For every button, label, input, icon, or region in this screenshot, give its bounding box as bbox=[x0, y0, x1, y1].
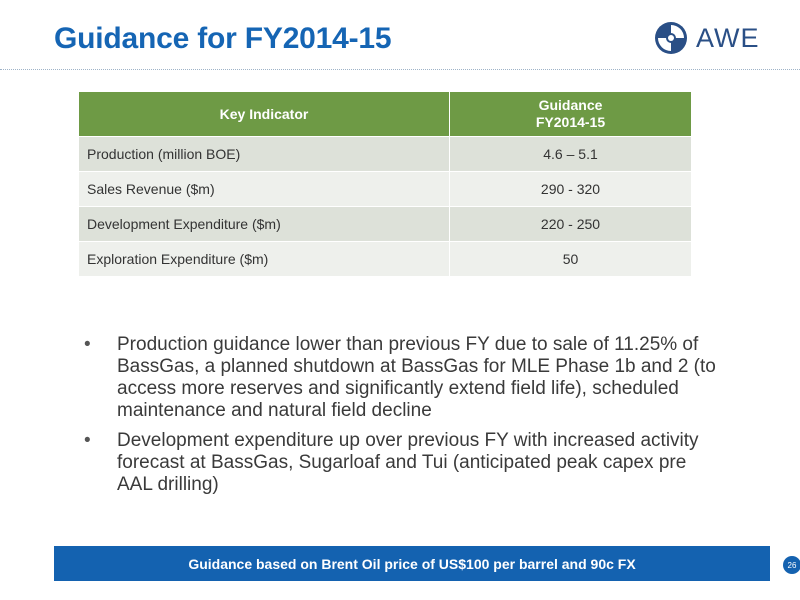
slide-title: Guidance for FY2014-15 bbox=[54, 22, 392, 55]
company-logo bbox=[654, 18, 764, 58]
bullet-text: Production guidance lower than previous FY due to sale of 11.25% of BassGas, a planned shutdown at BassGas for MLE Phase 1b and 2 (to access more reserves and significantly extend field life), scheduled maintenance and natural field decline bbox=[117, 334, 716, 421]
header-key-indicator: Key Indicator bbox=[79, 92, 450, 137]
list-item bbox=[84, 430, 724, 496]
row-value: 220 - 250 bbox=[450, 207, 692, 242]
row-value: 50 bbox=[450, 242, 692, 277]
header-guidance bbox=[450, 92, 692, 137]
list-item bbox=[84, 334, 724, 422]
row-indicator: Development Expenditure ($m) bbox=[79, 207, 450, 242]
row-indicator: Sales Revenue ($m) bbox=[79, 172, 450, 207]
header-guidance-line1: Guidance bbox=[538, 97, 603, 113]
page-number: 26 bbox=[783, 556, 800, 574]
guidance-table bbox=[79, 92, 691, 276]
table-row bbox=[79, 242, 691, 277]
row-indicator: Production (million BOE) bbox=[79, 137, 450, 172]
table-header-row bbox=[79, 92, 691, 137]
bullet-marker: • bbox=[84, 334, 91, 355]
logo-text: AWE bbox=[696, 22, 760, 53]
table-row bbox=[79, 207, 691, 242]
header-guidance-line2: FY2014-15 bbox=[535, 114, 606, 130]
row-value: 290 - 320 bbox=[450, 172, 692, 207]
row-indicator: Exploration Expenditure ($m) bbox=[79, 242, 450, 277]
table-row bbox=[79, 172, 691, 207]
bullet-text: Development expenditure up over previous FY with increased activity forecast at BassGas, Sugarloaf and Tui (anticipated peak capex pre AAL drilling) bbox=[117, 430, 699, 495]
title-divider bbox=[0, 69, 800, 70]
bullet-marker: • bbox=[84, 430, 91, 451]
awe-logo-icon bbox=[654, 21, 688, 55]
table-row bbox=[79, 137, 691, 172]
footer-banner: Guidance based on Brent Oil price of US$100 per barrel and 90c FX bbox=[54, 546, 770, 581]
bullet-list bbox=[84, 334, 724, 504]
row-value: 4.6 – 5.1 bbox=[450, 137, 692, 172]
